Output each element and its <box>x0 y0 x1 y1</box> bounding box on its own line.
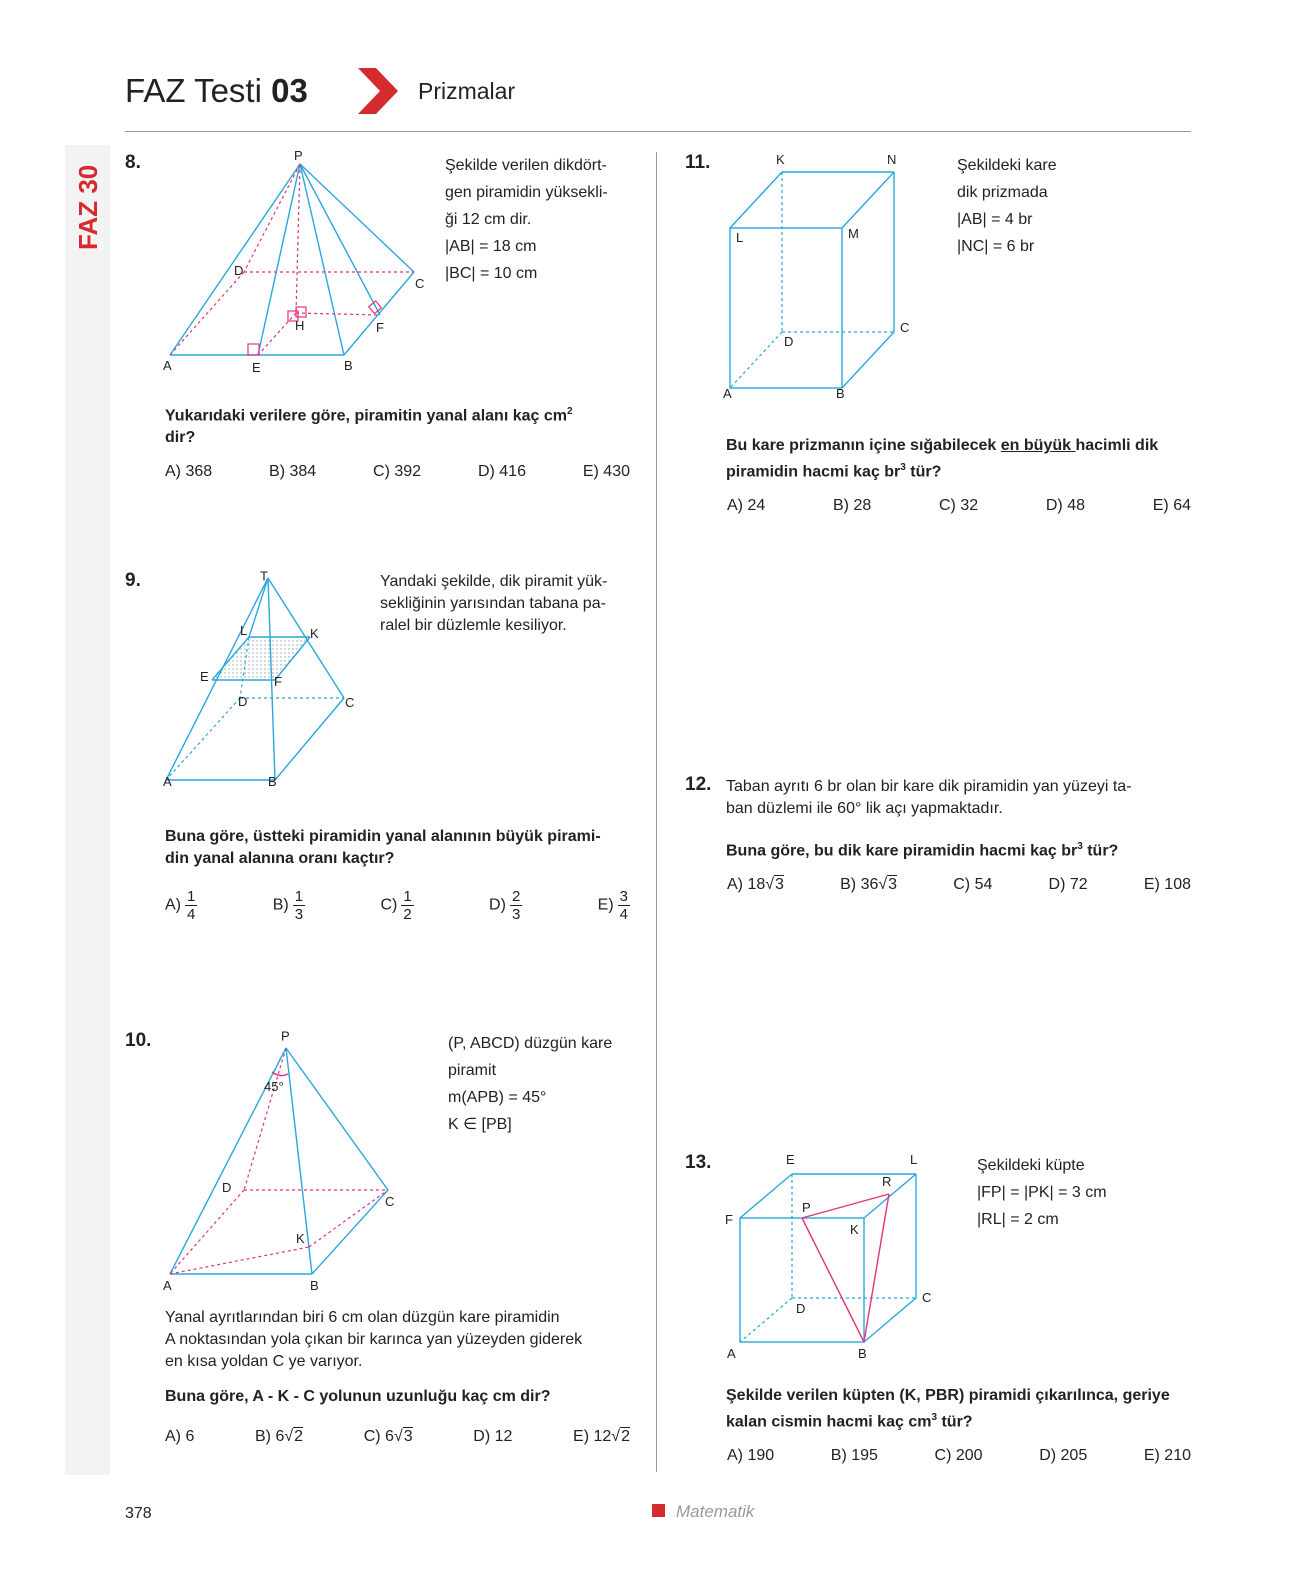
q8-label-p: P <box>294 148 303 163</box>
q9-label-l: L <box>240 623 248 638</box>
q9-label-f: F <box>274 674 282 689</box>
q13-given: Şekildeki küpte |FP| = |PK| = 3 cm |RL| = 2 cm <box>977 1157 1107 1228</box>
choice-e[interactable]: E) 210 <box>1143 1447 1191 1464</box>
q13-question: Şekilde verilen küpten (K, PBR) piramidi çıkarılınca, geriye kalan cismin hacmi kaç $cm^3$ tür? <box>726 1387 1170 1431</box>
q9-label-c: C <box>345 695 355 710</box>
subject-square-icon <box>652 1504 665 1517</box>
choice-d[interactable]: D) 12 <box>473 1428 513 1445</box>
choice-c[interactable]: C) 6√3 <box>363 1428 413 1445</box>
choice-d[interactable]: D) 72 <box>1048 876 1088 893</box>
q10-given: (P, ABCD) düzgün kare piramit m(APB) = 45° K ∈ [PB] <box>448 1035 613 1133</box>
subject-label: Matematik <box>676 1502 755 1521</box>
q10-label-d: D <box>222 1180 232 1195</box>
q10-question: Buna göre, A - K - C yolunun uzunluğu kaç cm dir? <box>165 1388 551 1405</box>
q13-label-c: C <box>922 1290 932 1305</box>
chevron-right-icon <box>358 68 400 114</box>
side-tag-text: FAZ 30 <box>73 164 103 250</box>
q11-given: Şekildeki kare dik prizmada |AB| = 4 br |NC| = 6 br <box>957 157 1057 255</box>
choice-e[interactable]: E) 12√2 <box>573 1428 630 1445</box>
choice-a[interactable]: A) 368 <box>165 463 213 480</box>
q10-label-k: K <box>296 1231 305 1246</box>
q13-label-p: P <box>802 1200 811 1215</box>
choice-e[interactable]: E) $\frac{3}{4}$ <box>597 888 628 923</box>
q11-label-n: N <box>887 152 897 167</box>
choice-c[interactable]: C) 392 <box>373 463 422 480</box>
q10-label-p: P <box>281 1028 290 1044</box>
choice-c[interactable]: C) 54 <box>953 876 993 893</box>
q13-choices <box>727 1447 1191 1465</box>
q11-prism-figure <box>720 150 920 410</box>
q9-label-b: B <box>268 774 277 789</box>
question-number-11: 11. <box>685 152 711 173</box>
choice-a[interactable]: A) 6 <box>165 1428 195 1445</box>
q8-choices <box>165 463 630 481</box>
column-divider <box>656 152 657 1472</box>
q12-text: Taban ayrıtı 6 br olan bir kare dik piramidin yan yüzeyi ta- ban düzlemi ile 60° lik açı yapmaktadır. <box>726 778 1132 817</box>
choice-d[interactable]: D) 416 <box>477 463 526 480</box>
q13-label-b: B <box>858 1346 867 1361</box>
q12-choices <box>727 876 1191 894</box>
choice-b[interactable]: B) 384 <box>269 463 317 480</box>
q11-label-c: C <box>900 320 910 335</box>
page-subtitle: Prizmalar <box>418 78 516 104</box>
q13-label-r: R <box>882 1174 892 1189</box>
q9-label-a: A <box>163 774 172 789</box>
q8-given: Şekilde verilen dikdört- gen piramidin yüksekli- ği 12 cm dir. |AB| = 18 cm |BC| = 10 cm <box>445 157 608 282</box>
choice-d[interactable]: D) $\frac{2}{3}$ <box>489 888 521 923</box>
faz-side-logo <box>64 150 110 260</box>
question-number-13: 13. <box>685 1152 712 1173</box>
choice-c[interactable]: C) 32 <box>939 497 979 514</box>
q10-label-b: B <box>310 1278 319 1293</box>
question-number-9: 9. <box>125 570 141 591</box>
q11-choices <box>727 497 1191 515</box>
q13-label-a: A <box>727 1346 736 1361</box>
q13-label-f: F <box>725 1212 733 1227</box>
question-number-10: 10. <box>125 1030 152 1051</box>
choice-e[interactable]: E) 64 <box>1152 497 1191 514</box>
q10-pyramid-figure <box>160 1028 420 1298</box>
choice-a[interactable]: A) 24 <box>727 497 766 514</box>
choice-b[interactable]: B) 6√2 <box>255 1428 304 1445</box>
q9-label-d: D <box>238 694 248 709</box>
q10-choices <box>165 1428 630 1446</box>
choice-b[interactable]: B) 195 <box>830 1447 878 1464</box>
q9-question: Buna göre, üstteki piramidin yanal alanının büyük pirami- din yanal alanına oranı kaçtır? <box>165 828 601 867</box>
q8-label-e: E <box>252 360 261 375</box>
q8-label-h: H <box>295 318 305 333</box>
choice-b[interactable]: B) 28 <box>833 497 872 514</box>
q8-label-f: F <box>376 320 384 335</box>
choice-d[interactable]: D) 48 <box>1045 497 1085 514</box>
page-number: 378 <box>125 1505 152 1522</box>
q10-label-a: A <box>163 1278 172 1293</box>
choice-c[interactable]: C) 200 <box>934 1447 983 1464</box>
q11-label-m: M <box>848 226 859 241</box>
q8-label-b: B <box>344 358 353 373</box>
q8-pyramid-figure <box>160 148 440 380</box>
q10-text: Yanal ayrıtlarından biri 6 cm olan düzgün kare piramidin A noktasından yola çıkan bir karınca yan yüzeyden giderek en kısa yoldan C ye varıyor. <box>165 1309 583 1370</box>
choice-b[interactable]: B) $\frac{1}{3}$ <box>272 888 304 923</box>
q9-label-t: T <box>260 568 268 584</box>
choice-d[interactable]: D) 205 <box>1039 1447 1088 1464</box>
q8-question: Yukarıdaki verilere göre, piramitin yanal alanı kaç $cm^2$ dir? <box>165 406 573 447</box>
q13-label-l: L <box>910 1152 918 1167</box>
q9-choices <box>165 888 630 923</box>
page-title: FAZ Testi 03 <box>125 72 308 109</box>
q12-question: Buna göre, bu dik kare piramidin hacmi kaç $br^3$ tür? <box>726 841 1119 860</box>
q11-label-b: B <box>836 386 845 401</box>
q11-label-a: A <box>723 386 732 401</box>
q9-label-k: K <box>310 626 319 641</box>
header-divider <box>125 131 1191 132</box>
q11-question: Bu kare prizmanın içine sığabilecek en büyük hacimli dik piramidin hacmi kaç $br^3$ tür? <box>726 437 1159 481</box>
choice-a[interactable]: A) $\frac{1}{4}$ <box>165 888 196 923</box>
choice-e[interactable]: E) 430 <box>582 463 630 480</box>
q13-label-e: E <box>786 1152 795 1167</box>
q8-label-c: C <box>415 276 425 291</box>
q11-label-k: K <box>776 152 785 167</box>
q8-label-a: A <box>163 358 172 373</box>
choice-c[interactable]: C) $\frac{1}{2}$ <box>380 888 412 923</box>
q11-label-l: L <box>736 230 744 245</box>
q9-given: Yandaki şekilde, dik piramit yük- sekliğinin yarısından tabana pa- ralel bir düzlemle kesiliyor. <box>380 573 608 634</box>
q13-label-d: D <box>796 1301 806 1316</box>
q9-pyramid-figure <box>160 568 370 808</box>
q8-label-d: D <box>234 263 244 278</box>
choice-b[interactable]: B) 36√3 <box>840 876 898 893</box>
q10-label-angle: 45° <box>264 1079 284 1094</box>
q11-label-d: D <box>784 334 794 349</box>
q13-label-k: K <box>850 1222 859 1237</box>
choice-a[interactable]: A) 190 <box>727 1447 775 1464</box>
q9-label-e: E <box>200 669 209 684</box>
side-strip <box>65 145 110 1475</box>
q13-cube-figure <box>722 1150 942 1370</box>
choice-e[interactable]: E) 108 <box>1143 876 1191 893</box>
q10-label-c: C <box>385 1194 395 1209</box>
question-number-12: 12. <box>685 774 712 795</box>
choice-a[interactable]: A) 18√3 <box>727 876 784 893</box>
question-number-8: 8. <box>125 152 141 173</box>
